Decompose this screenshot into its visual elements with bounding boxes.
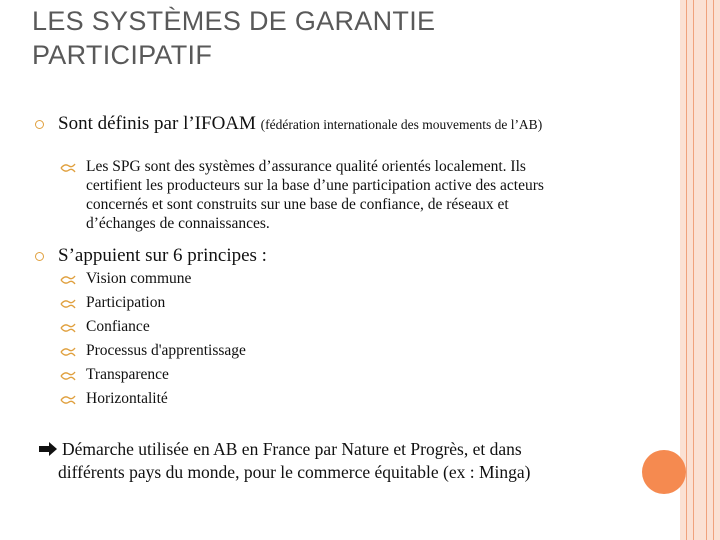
principle-item: Horizontalité <box>86 390 168 407</box>
bullet-2-main: S’appuient sur 6 principes : <box>58 245 267 266</box>
ornament-bullet-icon <box>60 322 76 334</box>
decorative-line <box>713 0 714 540</box>
bullet-1-description <box>86 157 631 233</box>
ornament-bullet-icon <box>60 162 76 174</box>
principle-item: Confiance <box>86 318 150 335</box>
decorative-line <box>693 0 694 540</box>
description-line: concernés et sont construits sur une base de confiance, de réseaux et <box>86 196 509 213</box>
ornament-bullet-icon <box>60 370 76 382</box>
decorative-line <box>706 0 707 540</box>
title-line-2: PARTICIPATIF <box>32 40 213 70</box>
ornament-bullet-icon <box>60 394 76 406</box>
bullet-1 <box>58 113 638 136</box>
conclusion <box>38 438 638 484</box>
principle-item: Processus d'apprentissage <box>86 342 246 359</box>
principle-item: Vision commune <box>86 270 192 287</box>
ornament-bullet-icon <box>60 298 76 310</box>
description-line: d’échanges de connaissances. <box>86 215 270 232</box>
conclusion-line-2: différents pays du monde, pour le commerce équitable (ex : Minga) <box>58 462 531 482</box>
arrow-right-icon <box>38 441 58 457</box>
description-line: Les SPG sont des systèmes d’assurance qualité orientés localement. Ils <box>86 158 526 175</box>
bullet-1-aside: (fédération internationale des mouvements de l’AB) <box>260 117 543 132</box>
slide-title <box>32 4 632 72</box>
ring-bullet-icon <box>35 252 44 261</box>
principle-item: Participation <box>86 294 166 311</box>
ring-bullet-icon <box>35 120 44 129</box>
description-line: certifient les producteurs sur la base d’une participation active des acteurs <box>86 177 544 194</box>
decorative-line <box>686 0 687 540</box>
conclusion-line-1: Démarche utilisée en AB en France par Nature et Progrès, et dans <box>62 439 522 459</box>
title-line-1: LES SYSTÈMES DE GARANTIE <box>32 6 436 36</box>
principle-item: Transparence <box>86 366 169 383</box>
decorative-circle <box>642 450 686 494</box>
bullet-1-main: Sont définis par l’IFOAM <box>58 113 256 134</box>
ornament-bullet-icon <box>60 346 76 358</box>
ornament-bullet-icon <box>60 274 76 286</box>
